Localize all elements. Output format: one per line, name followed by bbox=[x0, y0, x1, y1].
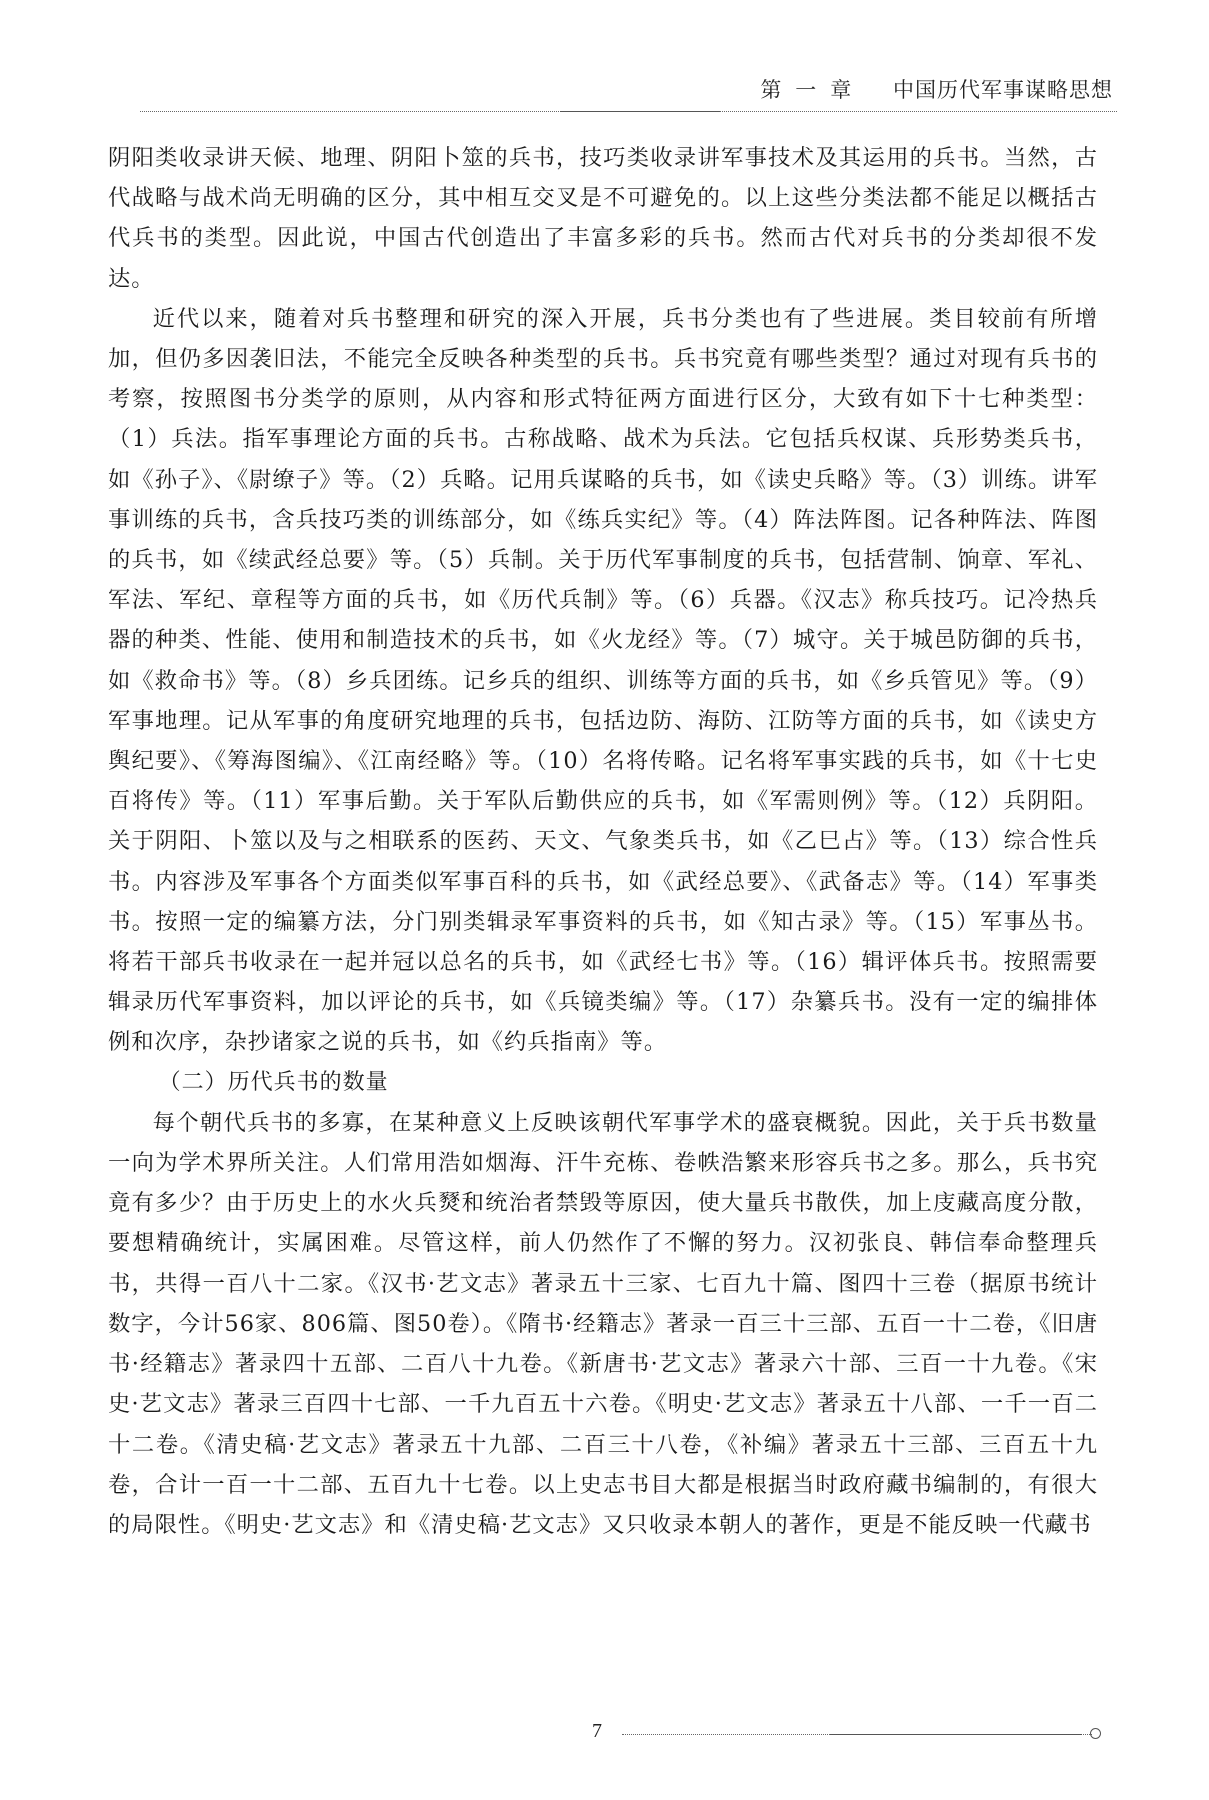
page-footer bbox=[0, 1720, 1209, 1750]
page-body bbox=[108, 138, 1098, 1545]
header-divider-solid bbox=[560, 111, 720, 112]
section-heading: （二）历代兵书的数量 bbox=[158, 1069, 389, 1095]
footer-divider-solid bbox=[830, 1734, 1082, 1735]
footer-circle-ornament bbox=[1090, 1728, 1101, 1739]
chapter-label: 第一章 bbox=[760, 78, 866, 102]
running-header bbox=[760, 74, 1113, 104]
paragraph-classification-end: 阴阳类收录讲天候、地理、阴阳卜筮的兵书，技巧类收录讲军事技术及其运用的兵书。当然，古代战略与战术尚无明确的区分，其中相互交叉是不可避免的。以上这些分类法都不能足以概括古代兵书的类型。因此说，中国古代创造出了丰富多彩的兵书。然而古代对兵书的分类却很不发达。 bbox=[108, 145, 1098, 292]
page-number: 7 bbox=[592, 1720, 602, 1742]
paragraph-modern-classification: 近代以来，随着对兵书整理和研究的深入开展，兵书分类也有了些进展。类目较前有所增加，但仍多因袭旧法，不能完全反映各种类型的兵书。兵书究竟有哪些类型？通过对现有兵书的考察，按照图书分类学的原则，从内容和形式特征两方面进行区分，大致有如下十七种类型：（1）兵法。指军事理论方面的兵书。古称战略、战术为兵法。它包括兵权谋、兵形势类兵书，如《孙子》、《尉缭子》等。（2）兵略。记用兵谋略的兵书，如《读史兵略》等。（3）训练。讲军事训练的兵书，含兵技巧类的训练部分，如《练兵实纪》等。（4）阵法阵图。记各种阵法、阵图的兵书，如《续武经总要》等。（5）兵制。关于历代军事制度的兵书，包括营制、饷章、军礼、军法、军纪、章程等方面的兵书，如《历代兵制》等。（6）兵器。《汉志》称兵技巧。记冷热兵器的种类、性能、使用和制造技术的兵书，如《火龙经》等。（7）城守。关于城邑防御的兵书，如《救命书》等。（8）乡兵团练。记乡兵的组织、训练等方面的兵书，如《乡兵管见》等。（9）军事地理。记从军事的角度研究地理的兵书，包括边防、海防、江防等方面的兵书，如《读史方舆纪要》、《筹海图编》、《江南经略》等。（10）名将传略。记名将军事实践的兵书，如《十七史百将传》等。（11）军事后勤。关于军队后勤供应的兵书，如《军需则例》等。（12）兵阴阳。关于阴阳、卜筮以及与之相联系的医药、天文、气象类兵书，如《乙巳占》等。（13）综合性兵书。内容涉及军事各个方面类似军事百科的兵书，如《武经总要》、《武备志》等。（14）军事类书。按照一定的编纂方法，分门别类辑录军事资料的兵书，如《知古录》等。（15）军事丛书。将若干部兵书收录在一起并冠以总名的兵书，如《武经七书》等。（16）辑评体兵书。按照需要辑录历代军事资料，加以评论的兵书，如《兵镜类编》等。（17）杂纂兵书。没有一定的编排体例和次序，杂抄诸家之说的兵书，如《约兵指南》等。 bbox=[108, 305, 1098, 1056]
book-title: 中国历代军事谋略思想 bbox=[893, 78, 1113, 102]
paragraph-quantity: 每个朝代兵书的多寡，在某种意义上反映该朝代军事学术的盛衰概貌。因此，关于兵书数量一向为学术界所关注。人们常用浩如烟海、汗牛充栋、卷帙浩繁来形容兵书之多。那么，兵书究竟有多少？由于历史上的水火兵燹和统治者禁毁等原因，使大量兵书散佚，加上庋藏高度分散，要想精确统计，实属困难。尽管这样，前人仍然作了不懈的努力。汉初张良、韩信奉命整理兵书，共得一百八十二家。《汉书·艺文志》著录五十三家、七百九十篇、图四十三卷（据原书统计数字，今计56家、806篇、图50卷）。《隋书·经籍志》著录一百三十三部、五百一十二卷，《旧唐书·经籍志》著录四十五部、二百八十九卷。《新唐书·艺文志》著录六十部、三百一十九卷。《宋史·艺文志》著录三百四十七部、一千九百五十六卷。《明史·艺文志》著录五十八部、一千一百二十二卷。《清史稿·艺文志》著录五十九部、二百三十八卷，《补编》著录五十三部、三百五十九卷，合计一百一十二部、五百九十七卷。以上史志书目大都是根据当时政府藏书编制的，有很大的局限性。《明史·艺文志》和《清史稿·艺文志》又只收录本朝人的著作，更是不能反映一代藏书 bbox=[108, 1109, 1098, 1538]
